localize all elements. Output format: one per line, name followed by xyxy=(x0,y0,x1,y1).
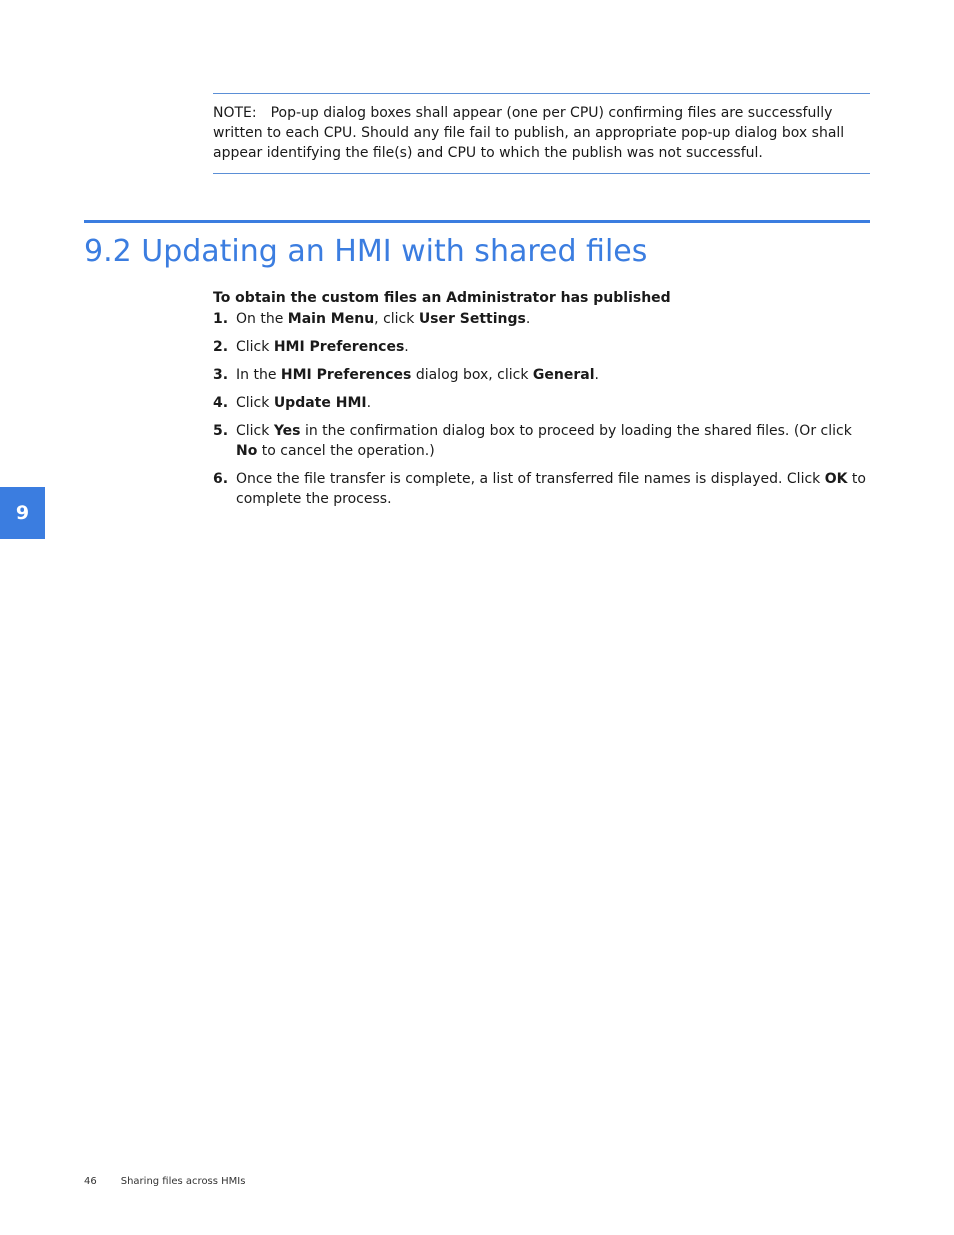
step-text: in the confirmation dialog box to proceed by loading the shared files. (Or click xyxy=(300,423,852,439)
ui-term: Yes xyxy=(273,423,301,439)
step-text: Click xyxy=(236,395,274,411)
ui-term: User Settings xyxy=(418,311,526,327)
step-text: . xyxy=(525,311,531,327)
step-text: dialog box, click xyxy=(411,367,533,383)
step-6 xyxy=(213,469,870,509)
step-text: . xyxy=(404,339,409,355)
step-4 xyxy=(213,393,870,413)
step-number: 2. xyxy=(213,339,229,355)
page-number: 46 xyxy=(84,1176,97,1187)
chapter-tab: 9 xyxy=(0,487,45,539)
step-text: Click xyxy=(236,339,274,355)
step-number: 6. xyxy=(213,471,229,487)
step-text: Click xyxy=(236,423,274,439)
step-text: On the xyxy=(236,311,288,327)
ui-term: General xyxy=(532,367,595,383)
page-footer xyxy=(84,1175,245,1189)
step-text: Once the file transfer is complete, a list of transferred file names is displayed. Click xyxy=(236,471,825,487)
step-3 xyxy=(213,365,870,385)
footer-section-name: Sharing files across HMIs xyxy=(120,1176,246,1187)
ui-term: Main Menu xyxy=(287,311,375,327)
section-divider xyxy=(84,220,870,223)
section-title: 9.2 Updating an HMI with shared files xyxy=(84,234,648,269)
ui-term: No xyxy=(236,443,258,459)
ui-term: HMI Preferences xyxy=(273,339,405,355)
note-text: Pop-up dialog boxes shall appear (one per CPU) confirming files are successfully written to each CPU. Should any file fail to publish, an appropriate pop-up dialog box shall appear identifying the file(s) and CPU to which the publish was not successful. xyxy=(213,105,845,161)
step-text: to cancel the operation.) xyxy=(257,443,435,459)
step-text: , click xyxy=(374,311,419,327)
step-number: 3. xyxy=(213,367,229,383)
step-text: In the xyxy=(236,367,281,383)
step-text: to complete the process. xyxy=(236,471,866,507)
ui-term: OK xyxy=(824,471,848,487)
step-number: 1. xyxy=(213,311,229,327)
step-text: . xyxy=(366,395,372,411)
note-box xyxy=(213,93,870,174)
ui-term: Update HMI xyxy=(273,395,367,411)
note-label: NOTE: xyxy=(213,105,257,121)
procedure-heading: To obtain the custom files an Administrator has published xyxy=(213,290,671,306)
step-number: 5. xyxy=(213,423,229,439)
ui-term: HMI Preferences xyxy=(280,367,412,383)
procedure-steps xyxy=(213,309,870,517)
step-1 xyxy=(213,309,870,329)
step-text: . xyxy=(594,367,599,383)
step-number: 4. xyxy=(213,395,229,411)
step-2 xyxy=(213,337,870,357)
step-5 xyxy=(213,421,870,461)
